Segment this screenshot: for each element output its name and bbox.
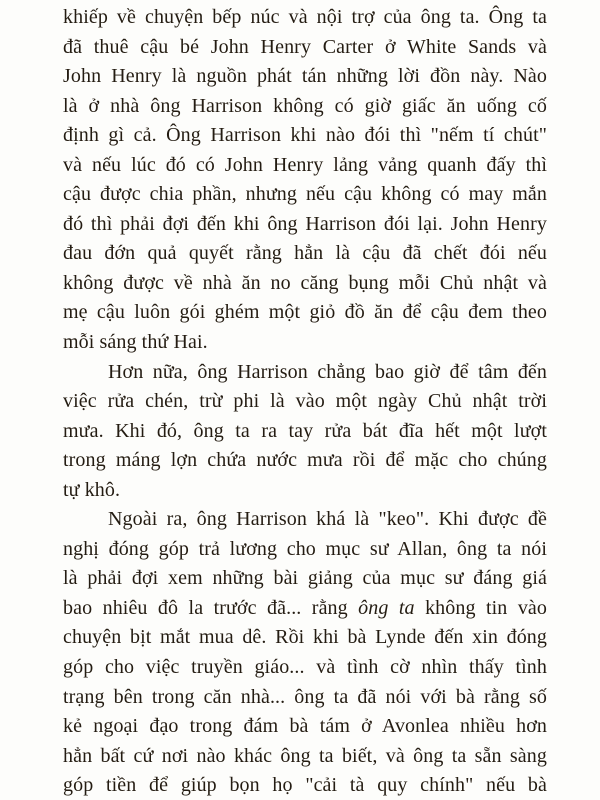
text-line: hẳn bất cứ nơi nào khác ông ta biết, và ông ta sẵn sàng bbox=[63, 744, 547, 767]
text-line: kẻ ngoại đạo trong đám bà tám ở Avonlea nhiều hơn bbox=[63, 715, 547, 738]
text-line: định gì cả. Ông Harrison khi nào đói thì "nếm tí chút" bbox=[63, 124, 547, 147]
text-line-paragraph-start: Ngoài ra, ông Harrison khá là "keo". Khi được đề bbox=[108, 508, 547, 531]
text-line: mưa. Khi đó, ông ta ra tay rửa bát đĩa hết một lượt bbox=[63, 419, 547, 442]
text-line: là ở nhà ông Harrison không có giờ giấc ăn uống cố bbox=[63, 94, 547, 117]
text-line: trong máng lợn chứa nước mưa rồi để mặc cho chúng bbox=[63, 449, 547, 472]
text-line bbox=[63, 594, 547, 624]
text-line: và nếu lúc đó có John Henry lảng vảng quanh đấy thì bbox=[63, 153, 547, 176]
text-line: góp cho việc truyền giáo... và tình cờ nhìn thấy tình bbox=[63, 656, 547, 679]
text-line: là phải đợi xem những bài giảng của mục sư đáng giá bbox=[63, 567, 547, 590]
text-segment: không tin vào bbox=[425, 596, 547, 619]
text-line: mẹ cậu luôn gói ghém một giỏ đồ ăn để cậu đem theo bbox=[63, 301, 547, 324]
text-line-paragraph-end: mỗi sáng thứ Hai. bbox=[63, 331, 208, 354]
text-line-paragraph-start: Hơn nữa, ông Harrison chẳng bao giờ để tâm đến bbox=[108, 360, 547, 383]
text-line: John Henry là nguồn phát tán những lời đồn này. Nào bbox=[63, 65, 547, 88]
italic-emphasis: ông ta bbox=[358, 596, 415, 619]
text-line-paragraph-end: tự khô. bbox=[63, 478, 121, 501]
text-line: nghị đóng góp trả lương cho mục sư Allan, ông ta nói bbox=[63, 537, 547, 560]
text-line: trạng bên trong căn nhà... ông ta đã nói với bà rằng số bbox=[63, 685, 547, 708]
page-text-column bbox=[63, 3, 547, 800]
text-line: khiếp về chuyện bếp núc và nội trợ của ông ta. Ông ta bbox=[63, 6, 547, 28]
text-segment: bao nhiêu đô la trước đã... rằng bbox=[63, 596, 348, 619]
text-line: việc rửa chén, trừ phi là vào một ngày Chủ nhật trời bbox=[63, 390, 547, 413]
text-line: đó thì phải đợi đến khi ông Harrison đói lại. John Henry bbox=[63, 212, 547, 235]
text-line: đau đớn quả quyết rằng hẳn là cậu đã chết đói nếu bbox=[63, 242, 547, 265]
text-line: cậu được chia phần, nhưng nếu cậu không có may mắn bbox=[63, 183, 547, 206]
text-line: góp tiền để giúp bọn họ "cải tà quy chính" nếu bà bbox=[63, 774, 547, 797]
text-line: không được về nhà ăn no căng bụng mỗi Chủ nhật và bbox=[63, 271, 547, 294]
text-line: đã thuê cậu bé John Henry Carter ở White Sands và bbox=[63, 35, 547, 58]
text-line: chuyện bịt mắt mua dê. Rồi khi bà Lynde đến xin đóng bbox=[63, 626, 547, 649]
